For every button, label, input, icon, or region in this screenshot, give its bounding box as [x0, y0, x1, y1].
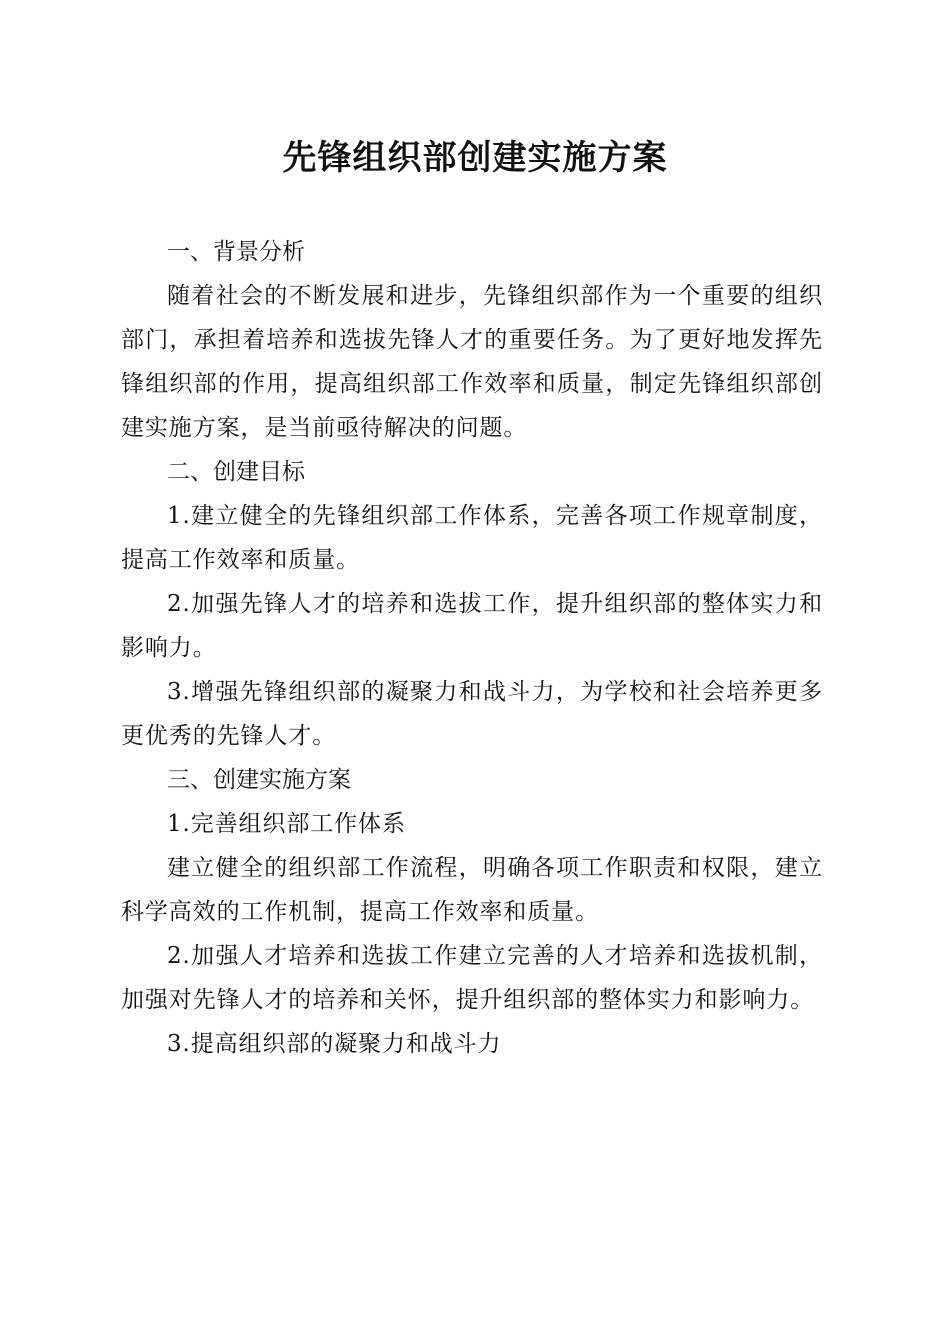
paragraph-goal-1: 1.建立健全的先锋组织部工作体系，完善各项工作规章制度，提高工作效率和质量。: [121, 503, 823, 573]
paragraph-plan-item-3-title: 3.提高组织部的凝聚力和战斗力: [167, 1031, 502, 1057]
paragraph-goal-2: 2.加强先锋人才的培养和选拔工作，提升组织部的整体实力和影响力。: [121, 591, 823, 661]
paragraph-plan-item-2: 2.加强人才培养和选拔工作建立完善的人才培养和选拔机制，加强对先锋人才的培养和关怀，提升组织部的整体实力和影响力。: [121, 943, 823, 1013]
paragraph-plan-item-1-title: 1.完善组织部工作体系: [167, 811, 406, 837]
document-body: [121, 230, 823, 1066]
paragraph-plan-item-1-body: 建立健全的组织部工作流程，明确各项工作职责和权限，建立科学高效的工作机制，提高工作效率和质量。: [121, 855, 823, 925]
paragraph-goal-3: 3.增强先锋组织部的凝聚力和战斗力，为学校和社会培养更多更优秀的先锋人才。: [121, 679, 823, 749]
section-heading-plan: 三、创建实施方案: [167, 767, 351, 793]
section-heading-goals: 二、创建目标: [167, 459, 305, 485]
section-heading-background: 一、背景分析: [167, 239, 305, 265]
paragraph-background: 随着社会的不断发展和进步，先锋组织部作为一个重要的组织部门，承担着培养和选拔先锋人才的重要任务。为了更好地发挥先锋组织部的作用，提高组织部工作效率和质量，制定先锋组织部创建实施方案，是当前亟待解决的问题。: [121, 283, 823, 441]
document-title: 先锋组织部创建实施方案: [282, 138, 668, 178]
